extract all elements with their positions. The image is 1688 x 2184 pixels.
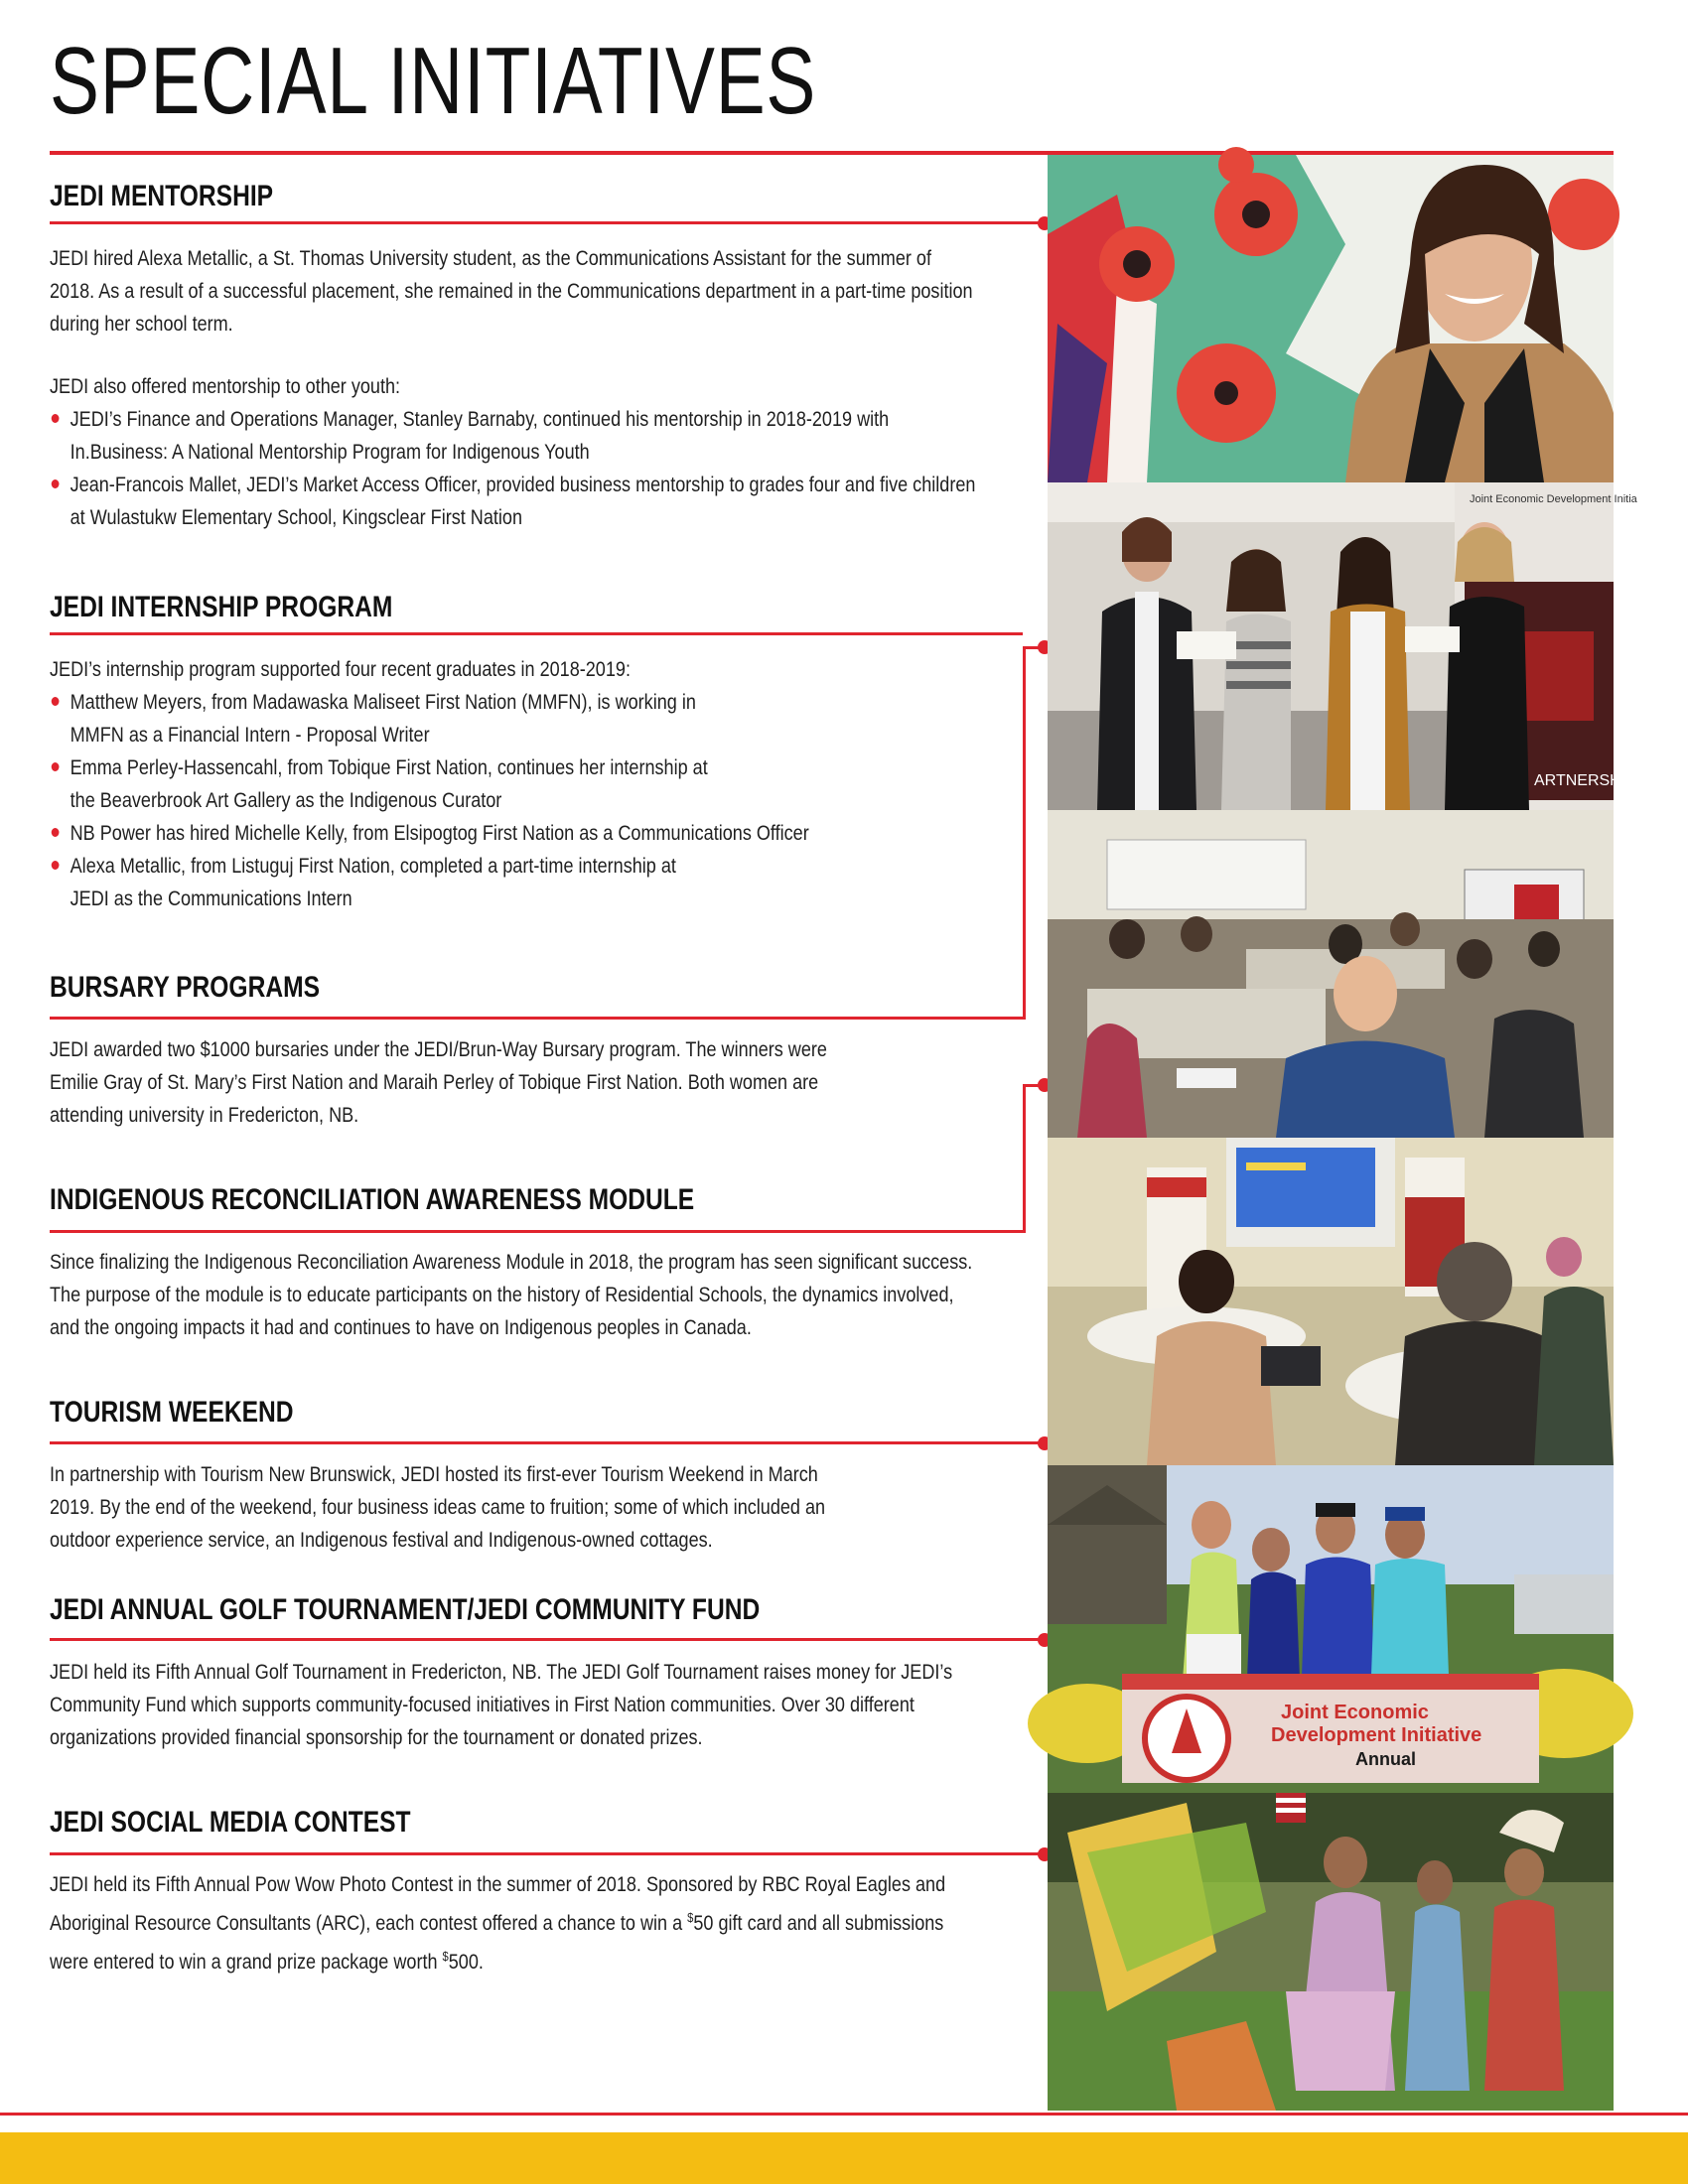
bursary-heading: BURSARY PROGRAMS (50, 971, 320, 1004)
connector-line (1023, 646, 1026, 1020)
banner-text: Development Initiative (1271, 1724, 1482, 1746)
section-bursary (50, 970, 963, 1132)
dollar-superscript: $ (687, 1910, 694, 1925)
list-item: NB Power has hired Michelle Kelly, from Elsipogtog First Nation as a Communications Officer (70, 817, 984, 850)
section-mentorship (50, 179, 976, 534)
connector-line (1023, 1084, 1026, 1233)
sign-text: ARTNERSH (1534, 772, 1621, 789)
photo-portrait (1048, 155, 1614, 482)
golf-text: JEDI held its Fifth Annual Golf Tournament in Fredericton, NB. The JEDI Golf Tournament raises money for JEDI’s Community Fund which supports community-focused initiatives in First Nation communities. Over 30 different organizations provided financial sponsorship for the tournament or donated prizes. (50, 1661, 953, 1749)
section-rule (50, 1017, 1026, 1020)
photo-workshop (1048, 1138, 1614, 1465)
tourism-text: In partnership with Tourism New Brunswick, JEDI hosted its first-ever Tourism Weekend in March 2019. By the end of the weekend, four business ideas came to fruition; some of which included an outdoor experience service, an Indigenous festival and Indigenous-owned cottages. (50, 1463, 826, 1552)
social-heading: JEDI SOCIAL MEDIA CONTEST (50, 1806, 411, 1839)
photo-classroom (1048, 810, 1614, 1138)
banner-text: Annual (1355, 1749, 1416, 1769)
section-golf (50, 1592, 963, 1754)
section-rule (50, 221, 1043, 224)
internship-list (50, 686, 984, 915)
reconciliation-text: Since finalizing the Indigenous Reconciliation Awareness Module in 2018, the program has seen significant success. The purpose of the module is to educate participants on the history of Residential Schools, the dynamics involved, and the ongoing impacts it had and continues to have on Indigenous peoples in Canada. (50, 1251, 973, 1339)
section-social (50, 1805, 963, 1979)
mentorship-list (50, 403, 984, 534)
page-title: SPECIAL INITIATIVES (50, 28, 817, 134)
dollar-superscript: $ (442, 1949, 449, 1964)
list-item: Alexa Metallic, from Listuguj First Nation, completed a part-time internship at JEDI as the Communications Intern (70, 850, 720, 915)
section-rule (50, 1638, 1043, 1641)
mentorship-paragraph: JEDI hired Alexa Metallic, a St. Thomas University student, as the Communications Assistant for the summer of 2018. As a result of a successful placement, she remained in the Communications department in a part-time position during her school term. (50, 247, 973, 336)
section-tourism (50, 1395, 963, 1557)
internship-intro: JEDI’s internship program supported four recent graduates in 2018-2019: (50, 658, 631, 681)
photo-column (1048, 155, 1637, 2111)
list-item: JEDI’s Finance and Operations Manager, Stanley Barnaby, continued his mentorship in 2018-2019 with In.Business: A National Mentorship Program for Indigenous Youth (70, 403, 984, 469)
section-internship (50, 590, 963, 915)
bursary-text: JEDI awarded two $1000 bursaries under the JEDI/Brun-Way Bursary program. The winners were Emilie Gray of St. Mary’s First Nation and Maraih Perley of Tobique First Nation. Both women are attending university in Fredericton, NB. (50, 1038, 827, 1127)
social-text-part: 500. (448, 1951, 484, 1974)
section-rule (50, 632, 1023, 635)
section-rule (50, 1441, 1043, 1444)
mentorship-intro: JEDI also offered mentorship to other youth: (50, 375, 401, 398)
reconciliation-heading: INDIGENOUS RECONCILIATION AWARENESS MODULE (50, 1183, 695, 1216)
internship-heading: JEDI INTERNSHIP PROGRAM (50, 591, 393, 623)
section-rule (50, 1852, 1043, 1855)
photo-pow-wow (1048, 1793, 1614, 2111)
photo-cheque-presentation (1048, 482, 1637, 810)
list-item: Matthew Meyers, from Madawaska Maliseet First Nation (MMFN), is working in MMFN as a Financial Intern - Proposal Writer (70, 686, 720, 751)
sign-text: Joint Economic Development Initia (1470, 493, 1637, 505)
footer-rule (0, 2113, 1688, 2116)
photo-golf-tournament (1048, 1465, 1614, 1793)
tourism-heading: TOURISM WEEKEND (50, 1396, 294, 1429)
social-text-part: 50 gift card and all submissions were entered to win a grand prize package worth (50, 1912, 944, 1974)
social-text-part: JEDI held its Fifth Annual Pow Wow Photo Contest in the summer of 2018. Sponsored by RBC Royal Eagles and Aboriginal Resource Consultants (ARC), each contest offered a chance to win a (50, 1873, 946, 1935)
mentorship-heading: JEDI MENTORSHIP (50, 180, 274, 212)
section-reconciliation (50, 1182, 973, 1344)
section-rule (50, 1230, 1026, 1233)
list-item: Jean-Francois Mallet, JEDI’s Market Access Officer, provided business mentorship to grades four and five children at Wulastukw Elementary School, Kingsclear First Nation (70, 469, 984, 534)
footer-bar (0, 2132, 1688, 2184)
banner-text: Joint Economic (1281, 1702, 1429, 1723)
golf-heading: JEDI ANNUAL GOLF TOURNAMENT/JEDI COMMUNITY FUND (50, 1593, 761, 1626)
list-item: Emma Perley-Hassencahl, from Tobique First Nation, continues her internship at the Beaverbrook Art Gallery as the Indigenous Curator (70, 751, 720, 817)
social-text (50, 1868, 980, 1979)
